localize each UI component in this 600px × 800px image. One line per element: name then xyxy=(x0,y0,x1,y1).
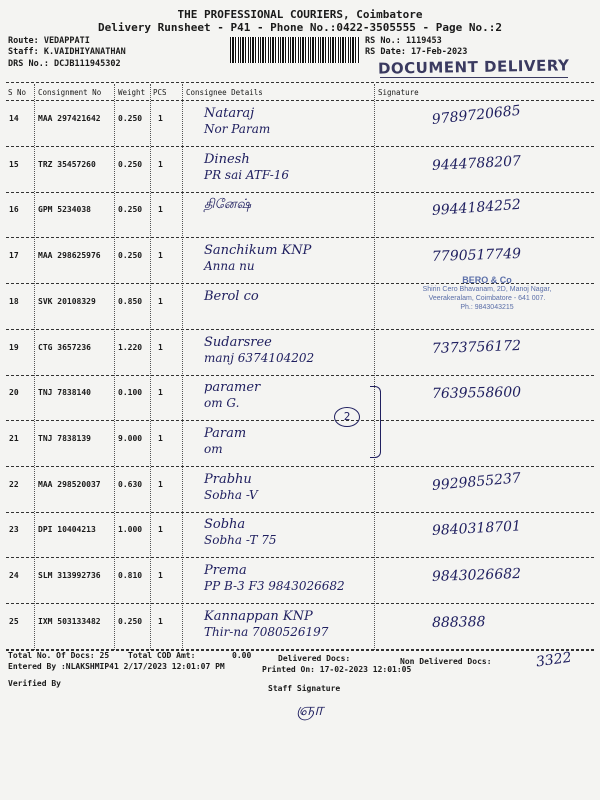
non-delivered-note: 3322 xyxy=(535,649,573,671)
row-consignee-detail: om G. xyxy=(204,396,240,410)
row-weight: 0.250 xyxy=(118,114,143,123)
row-consignee-name: Sanchikum KNP xyxy=(204,243,312,258)
col-pcs: PCS xyxy=(153,88,167,97)
row-consignment: MAA 298520037 xyxy=(38,480,101,489)
total-docs: Total No. Of Docs: 25 xyxy=(8,651,110,660)
row-sno: 15 xyxy=(9,160,19,169)
row-consignee-detail: Nor Param xyxy=(204,122,271,136)
row-signature: 9929855237 xyxy=(431,470,522,494)
entered-by: Entered By :NLAKSHMIP41 2/17/2023 12:01:07 PM xyxy=(8,662,225,671)
col-consignment: Consignment No xyxy=(38,88,102,97)
non-delivered-docs: Non Delivered Docs: xyxy=(400,657,492,666)
row-consignee-name: Sudarsree xyxy=(204,335,272,350)
row-consignee-name: Nataraj xyxy=(204,106,255,121)
row-weight: 0.250 xyxy=(118,251,143,260)
bero-stamp-name: BERO & Co xyxy=(462,275,512,285)
row-pcs: 1 xyxy=(158,480,163,489)
row-sno: 16 xyxy=(9,205,19,214)
row-weight: 1.220 xyxy=(118,343,143,352)
row-consignee-name: Kannappan KNP xyxy=(204,609,313,624)
bero-stamp-line3: Ph.: 9843043215 xyxy=(460,304,514,311)
row-weight: 0.100 xyxy=(118,388,143,397)
drs-label: DRS No.: DCJB111945302 xyxy=(8,59,121,69)
circled-count: 2 xyxy=(334,407,360,427)
row-divider xyxy=(6,420,594,421)
row-consignee-name: paramer xyxy=(204,380,261,395)
row-pcs: 1 xyxy=(158,251,163,260)
rs-date: RS Date: 17-Feb-2023 xyxy=(365,47,468,57)
col-signature: Signature xyxy=(378,88,419,97)
col-sep xyxy=(374,84,375,650)
row-consignee-detail: om xyxy=(204,442,223,456)
header-top-rule xyxy=(6,82,594,83)
row-weight: 0.250 xyxy=(118,617,143,626)
row-consignment: TNJ 7838140 xyxy=(38,388,91,397)
row-signature: 9944184252 xyxy=(431,196,522,219)
row-consignee-name: Berol co xyxy=(204,289,259,304)
row-divider xyxy=(6,603,594,604)
row-signature: 9789720685 xyxy=(431,102,522,128)
row-sno: 14 xyxy=(9,114,19,123)
row-consignee-name: தினேஷ் xyxy=(204,197,252,212)
row-weight: 1.000 xyxy=(118,525,143,534)
row-pcs: 1 xyxy=(158,571,163,580)
row-divider xyxy=(6,375,594,376)
delivered-docs: Delivered Docs: xyxy=(278,654,351,663)
row-pcs: 1 xyxy=(158,434,163,443)
staff-signature-label: Staff Signature xyxy=(268,684,341,693)
col-weight: Weight xyxy=(118,88,146,97)
total-cod-label: Total COD Amt: xyxy=(128,651,196,660)
stamp-underline xyxy=(380,77,568,78)
row-sno: 17 xyxy=(9,251,19,260)
row-weight: 0.630 xyxy=(118,480,143,489)
row-consignee-detail: Sobha -T 75 xyxy=(204,533,277,547)
bero-stamp xyxy=(392,276,582,312)
row-consignment: TRZ 35457260 xyxy=(38,160,96,169)
company-title: THE PROFESSIONAL COURIERS, Coimbatore xyxy=(177,8,423,21)
col-consignee: Consignee Details xyxy=(186,88,263,97)
row-consignment: CTG 3657236 xyxy=(38,343,91,352)
row-sno: 24 xyxy=(9,571,19,580)
row-sno: 18 xyxy=(9,297,19,306)
row-divider xyxy=(6,237,594,238)
row-consignment: DPI 10404213 xyxy=(38,525,96,534)
row-consignee-detail: Thir-na 7080526197 xyxy=(204,625,329,639)
row-weight: 9.000 xyxy=(118,434,143,443)
row-signature: 888388 xyxy=(431,614,486,631)
header-bottom-rule xyxy=(6,100,594,101)
row-consignment: IXM 503133482 xyxy=(38,617,101,626)
row-consignee-detail: manj 6374104202 xyxy=(204,351,315,365)
col-sno: S No xyxy=(8,88,27,97)
row-signature: 9444788207 xyxy=(431,153,522,174)
row-pcs: 1 xyxy=(158,205,163,214)
runsheet-title: Delivery Runsheet - P41 - Phone No.:0422-3505555 - Page No.:2 xyxy=(98,21,502,34)
row-consignee-name: Prabhu xyxy=(204,472,252,487)
row-pcs: 1 xyxy=(158,160,163,169)
row-sno: 20 xyxy=(9,388,19,397)
row-pcs: 1 xyxy=(158,343,163,352)
row-divider xyxy=(6,466,594,467)
printed-on: Printed On: 17-02-2023 12:01:05 xyxy=(262,665,412,674)
document-delivery-stamp: DOCUMENT DELIVERY xyxy=(377,56,570,78)
row-pcs: 1 xyxy=(158,617,163,626)
col-sep xyxy=(182,84,183,650)
row-consignee-name: Sobha xyxy=(204,517,246,532)
staff-label: Staff: K.VAIDHIYANATHAN xyxy=(8,47,126,57)
row-weight: 0.250 xyxy=(118,160,143,169)
row-consignment: MAA 298625976 xyxy=(38,251,101,260)
row-consignment: MAA 297421642 xyxy=(38,114,101,123)
row-divider xyxy=(6,557,594,558)
row-consignee-detail: Sobha -V xyxy=(204,488,258,502)
bero-stamp-line2: Veerakeralam, Coimbatore - 641 007. xyxy=(428,295,546,302)
row-pcs: 1 xyxy=(158,525,163,534)
row-consignee-detail: Anna nu xyxy=(204,259,255,273)
col-sep xyxy=(34,84,35,650)
row-weight: 0.850 xyxy=(118,297,143,306)
row-sno: 19 xyxy=(9,343,19,352)
barcode xyxy=(230,37,360,63)
row-consignment: GPM 5234038 xyxy=(38,205,91,214)
row-sno: 25 xyxy=(9,617,19,626)
route-label: Route: VEDAPPATI xyxy=(8,36,90,46)
rs-number: RS No.: 1119453 xyxy=(365,36,442,46)
bero-stamp-line1: Shirin Cero Bhavanam, 2D, Manoj Nagar, xyxy=(422,286,552,293)
verified-by: Verified By xyxy=(8,679,61,688)
row-consignee-detail: PP B-3 F3 9843026682 xyxy=(204,579,345,593)
row-consignment: SVK 20108329 xyxy=(38,297,96,306)
row-consignee-name: Dinesh xyxy=(204,152,250,167)
row-sno: 23 xyxy=(9,525,19,534)
row-pcs: 1 xyxy=(158,297,163,306)
row-signature: 7790517749 xyxy=(431,245,522,265)
row-consignee-name: Param xyxy=(204,426,247,441)
row-consignee-name: Prema xyxy=(204,563,247,578)
row-weight: 0.250 xyxy=(118,205,143,214)
row-divider xyxy=(6,146,594,147)
row-signature: 7373756172 xyxy=(431,337,522,357)
row-pcs: 1 xyxy=(158,388,163,397)
row-signature: 9840318701 xyxy=(431,518,522,539)
row-signature: 7639558600 xyxy=(431,384,522,402)
total-cod-value: 0.00 xyxy=(232,651,252,660)
bracket-mark xyxy=(370,386,381,458)
row-sno: 22 xyxy=(9,480,19,489)
row-pcs: 1 xyxy=(158,114,163,123)
col-sep xyxy=(150,84,151,650)
row-divider xyxy=(6,329,594,330)
row-signature: 9843026682 xyxy=(431,565,522,585)
row-divider xyxy=(6,192,594,193)
row-consignment: SLM 313992736 xyxy=(38,571,101,580)
row-consignment: TNJ 7838139 xyxy=(38,434,91,443)
staff-signature-mark: ஞா xyxy=(296,700,324,720)
row-divider xyxy=(6,512,594,513)
col-sep xyxy=(114,84,115,650)
row-sno: 21 xyxy=(9,434,19,443)
row-consignee-detail: PR sai ATF-16 xyxy=(204,168,290,182)
row-weight: 0.810 xyxy=(118,571,143,580)
